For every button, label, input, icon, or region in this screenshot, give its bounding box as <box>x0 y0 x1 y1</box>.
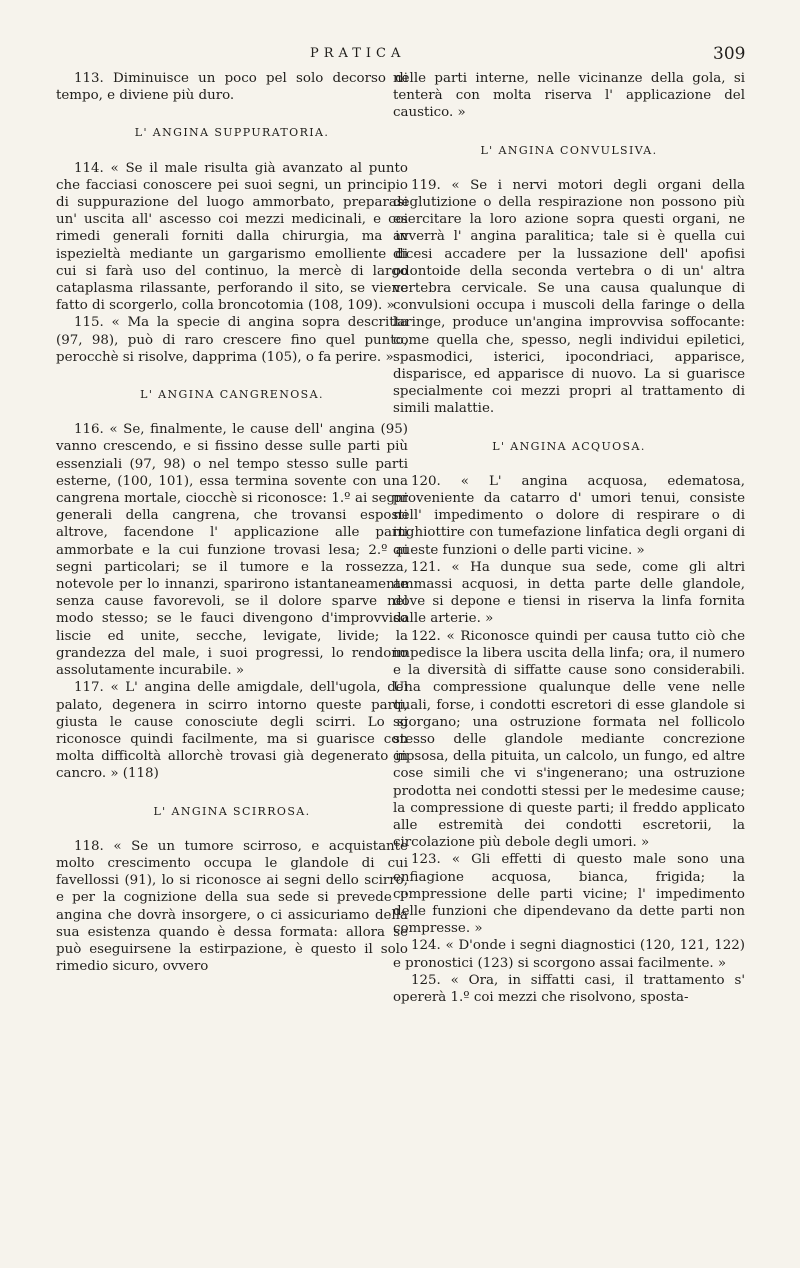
right-column <box>393 70 745 1006</box>
paragraph-116: 116. « Se, finalmente, le cause dell' angina (95) vanno crescendo, e si fissino desse sulle parti più essenziali (97, 98) o nel tempo stesso sulle parti esterne, (100, 101), essa termina sovente con una cangrena mortale, ciocchè si riconosce: 1.º ai segni generali della cangrena, che trovansi esposti altrove, facendone l' applicazione alle parti ammorbate e la cui funzione trovasi lesa; 2.º ai segni particolari; se il tumore e la rossezza, notevole per lo innanzi, sparirono istantaneamente senza cause favorevoli, se il dolore sparve nel modo stesso; se le fauci divengono d'improvviso liscie ed unite, secche, levigate, livide; la grandezza del male, i suoi progressi, lo rendono assolutamente incurabile. » <box>56 422 408 679</box>
paragraph-114: 114. « Se il male risulta già avanzato al punto che facciasi conoscere pei suoi segni, un principio di suppurazione del luogo ammorbato, preparasi un' uscita all' ascesso coi mezzi medicinali, e coi rimedi generali forniti dalla chirurgia, ma in ispezieltà mediante un gargarismo emolliente di cui si farà uso del continuo, la mercè di largo cataplasma rilassante, perforando il sito, se viene fatto di scorgerlo, colla broncotomia (108, 109). » <box>56 160 408 314</box>
running-header <box>0 44 800 68</box>
paragraph-125: 125. « Ora, in siffatti casi, il trattamento s' opererà 1.º coi mezzi che risolvono, sposta- <box>393 972 745 1005</box>
paragraph-118-continued: nelle parti interne, nelle vicinanze della gola, si tenterà con molta riserva l' applicazione del caustico. » <box>393 71 745 121</box>
page-number: 309 <box>713 44 746 64</box>
paragraph-122: 122. « Riconosce quindi per causa tutto ciò che impedisce la libera uscita della linfa; ora, il numero e la diversità di siffatte cause sono considerabili. Una compressione qualunque delle vene nelle quali, forse, i condotti escretori di esse glandole si sgorgano; una ostruzione formata nel follicolo stesso delle glandole mediante concrezione gipsosa, della pituita, un calcolo, un fungo, ed altre cose simili che vi s'ingenerano; una ostruzione prodotta nei condotti stessi per le medesime cause; la compressione di queste parti; il freddo applicato alle estremità dei condotti escretorii, la circolazione più debole degli umori. » <box>393 628 745 851</box>
paragraph-119: 119. « Se i nervi motori degli organi della deglutizione o della respirazione non possono più esercitare la loro azione sopra questi organi, ne avverrà l' angina paralitica; tale si è quella cui dicesi accadere per la lussazione dell' apofisi odontoide della seconda vertebra o di un' altra vertebra cervicale. Se una causa qualunque di convulsioni occupa i muscoli della faringe o della laringe, produce un'angina improvvisa soffocante: come quella che, spesso, negli individui epiletici, spasmodici, isterici, ipocondriaci, apparisce, disparisce, ed apparisce di nuovo. La si guarisce specialmente coi mezzi propri al trattamento di simili malattie. <box>393 177 745 417</box>
paragraph-124: 124. « D'onde i segni diagnostici (120, 121, 122) e pronostici (123) si scorgono assai facilmente. » <box>393 938 745 971</box>
left-column <box>56 70 408 975</box>
running-title: PRATICA <box>310 46 406 61</box>
paragraph-121: 121. « Ha dunque sua sede, come gli altri ammassi acquosi, in detta parte delle glandole, dove si depone e tiensi in riserva la linfa fornita dalle arterie. » <box>393 559 745 627</box>
section-heading-scirrosa: L' ANGINA SCIRROSA. <box>153 804 311 818</box>
section-heading-convulsiva: L' ANGINA CONVULSIVA. <box>480 143 658 157</box>
section-heading-cangrenosa: L' ANGINA CANGRENOSA. <box>140 388 324 402</box>
paragraph-113: 113. Diminuisce un poco pel solo decorso di tempo, e diviene più duro. <box>56 71 408 104</box>
paragraph-115: 115. « Ma la specie di angina sopra descritta (97, 98), può di raro crescere fino quel punto, perocchè si risolve, dapprima (105), o fa perire. » <box>56 315 408 365</box>
paragraph-118: 118. « Se un tumore scirroso, e acquistante molto crescimento occupa le glandole di cui favellossi (91), lo si riconosce ai segni dello scirro, e per la cognizione della sua sede si prevede l' angina che dovrà insorgere, o ci assicuriamo della sua esistenza quando è dessa formata: allora se può eseguirsene la estirpazione, è questo il solo rimedio sicuro, ovvero <box>56 838 408 975</box>
paragraph-120: 120. « L' angina acquosa, edematosa, proveniente da catarro d' umori tenui, consiste nell' impedimento o dolore di respirare o di inghiottire con tumefazione linfatica degli organi di queste funzioni o delle parti vicine. » <box>393 473 745 558</box>
section-heading-acquosa: L' ANGINA ACQUOSA. <box>492 439 646 453</box>
paragraph-123: 123. « Gli effetti di questo male sono una enfiagione acquosa, bianca, frigida; la compressione delle parti vicine; l' impedimento delle funzioni che dipendevano da dette parti non compresse. » <box>393 852 745 937</box>
paragraph-117: 117. « L' angina delle amigdale, dell'ugola, del palato, degenera in scirro intorno queste parti, giusta le cause conosciute degli scirri. Lo si riconosce quindi facilmente, ma si guarisce con molta difficoltà allorchè trovasi già degenerato in cancro. » (118) <box>56 680 408 782</box>
section-heading-suppuratoria: L' ANGINA SUPPURATORIA. <box>134 126 330 140</box>
